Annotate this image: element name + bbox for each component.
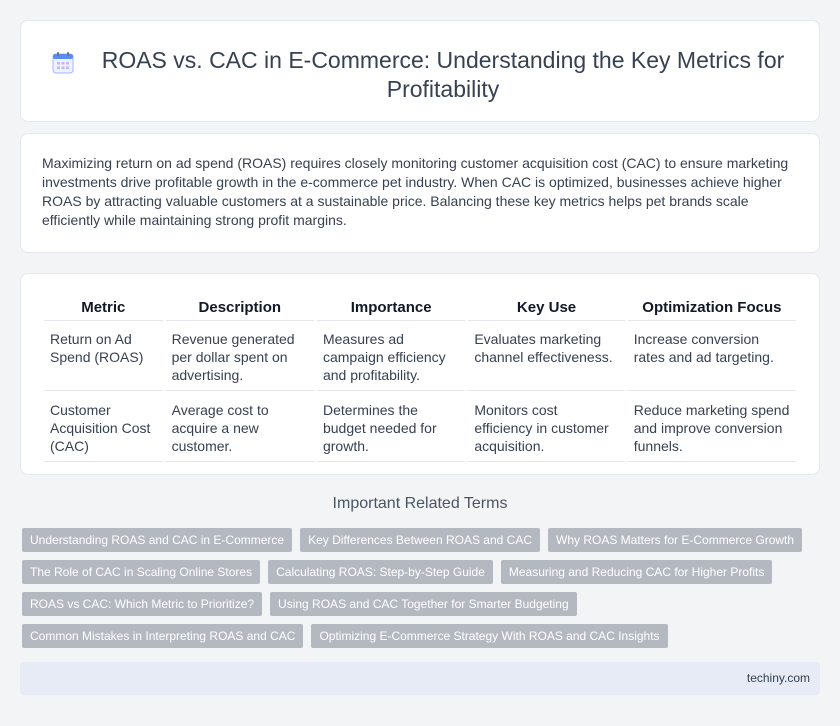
table-cell: Average cost to acquire a new customer. — [166, 391, 314, 462]
table-cell: Determines the budget needed for growth. — [317, 391, 465, 462]
title-wrap — [21, 21, 819, 104]
table-cell: Monitors cost efficiency in customer acquisition. — [468, 391, 624, 462]
related-term-tag[interactable]: Key Differences Between ROAS and CAC — [300, 528, 540, 552]
header-metric: Metric — [44, 295, 163, 321]
related-term-tag[interactable]: Calculating ROAS: Step-by-Step Guide — [268, 560, 493, 584]
related-term-tag[interactable]: Common Mistakes in Interpreting ROAS and CAC — [22, 624, 303, 648]
related-term-tag[interactable]: The Role of CAC in Scaling Online Stores — [22, 560, 260, 584]
table-cell: Evaluates marketing channel effectiveness. — [468, 321, 624, 391]
calendar-icon — [51, 51, 75, 75]
metrics-table — [41, 295, 799, 462]
related-term-tag[interactable]: Using ROAS and CAC Together for Smarter Budgeting — [270, 592, 577, 616]
table-cell: Increase conversion rates and ad targeting. — [628, 321, 796, 391]
table-card — [20, 273, 820, 475]
header-key-use: Key Use — [468, 295, 624, 321]
header-description: Description — [166, 295, 314, 321]
intro-card — [20, 133, 820, 253]
related-term-tag[interactable]: Understanding ROAS and CAC in E-Commerce — [22, 528, 292, 552]
footer-bar — [20, 662, 820, 695]
table-cell: Customer Acquisition Cost (CAC) — [44, 391, 163, 462]
page-title: ROAS vs. CAC in E-Commerce: Understanding the Key Metrics for Profitability — [101, 47, 785, 102]
related-terms-heading: Important Related Terms — [332, 495, 508, 512]
title-card — [20, 20, 820, 122]
table-cell: Measures ad campaign efficiency and profitability. — [317, 321, 465, 391]
table-header-row — [44, 295, 796, 321]
header-importance: Importance — [317, 295, 465, 321]
table-row — [44, 391, 796, 462]
table-cell: Revenue generated per dollar spent on advertising. — [166, 321, 314, 391]
related-term-tag[interactable]: ROAS vs CAC: Which Metric to Prioritize? — [22, 592, 262, 616]
related-term-tag[interactable]: Why ROAS Matters for E-Commerce Growth — [548, 528, 802, 552]
header-optimization-focus: Optimization Focus — [628, 295, 796, 321]
related-terms-list — [22, 528, 812, 648]
intro-paragraph: Maximizing return on ad spend (ROAS) requires closely monitoring customer acquisition cost (CAC) to ensure marketing investments drive profitable growth in the e-commerce pet industry. When CAC is optimized, businesses achieve higher ROAS by attracting valuable customers at a sustainable price. Balancing these key metrics helps pet brands scale efficiently while maintaining strong profit margins. — [42, 155, 789, 228]
table-row — [44, 321, 796, 391]
table-cell: Return on Ad Spend (ROAS) — [44, 321, 163, 391]
related-term-tag[interactable]: Measuring and Reducing CAC for Higher Profits — [501, 560, 772, 584]
table-cell: Reduce marketing spend and improve conversion funnels. — [628, 391, 796, 462]
related-term-tag[interactable]: Optimizing E-Commerce Strategy With ROAS and CAC Insights — [311, 624, 667, 648]
footer-site-link[interactable]: techiny.com — [746, 671, 810, 685]
